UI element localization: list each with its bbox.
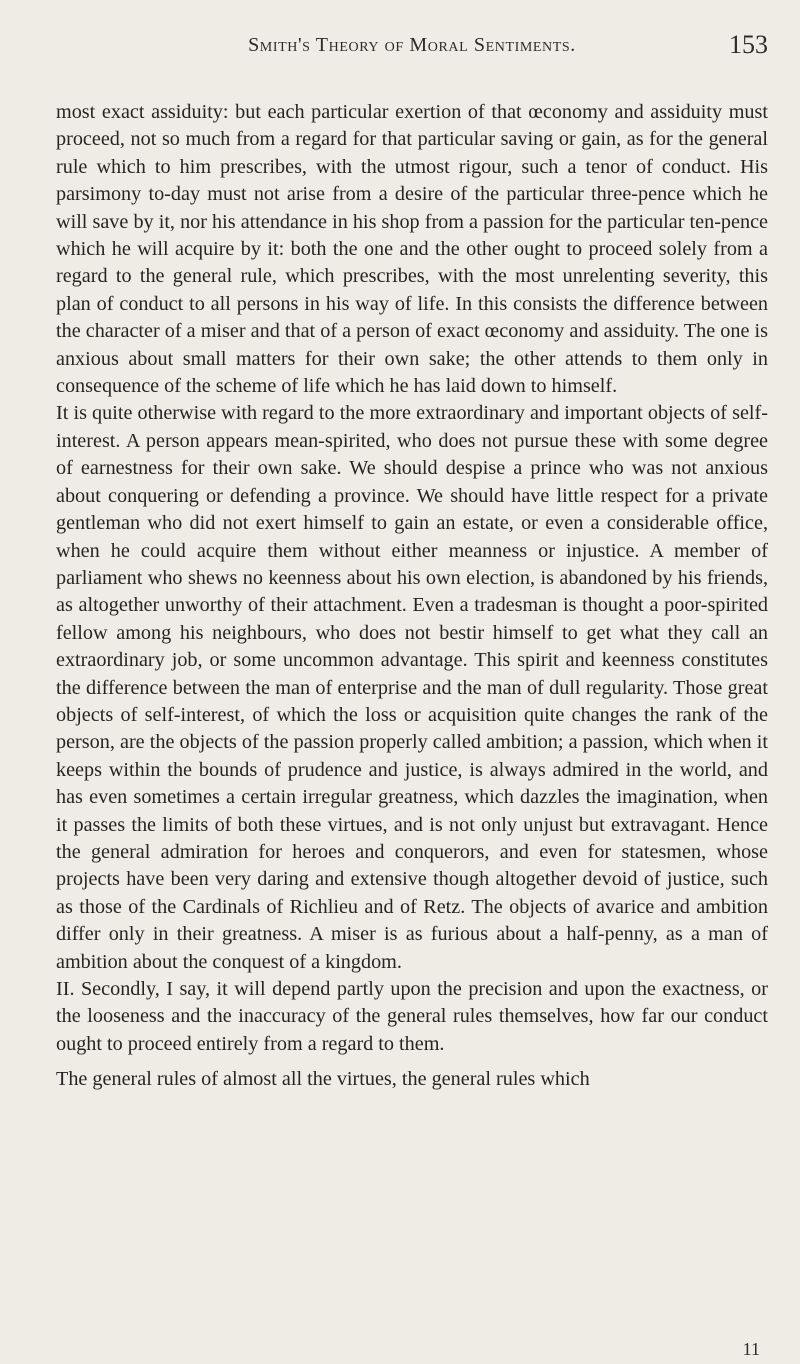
paragraph-secondly: II. Secondly, I say, it will depend partly upon the precision and upon the exactness, or the looseness and the inaccuracy of the general rules themselves, how far our conduct ought to proceed entirely from a regard to them.: [56, 978, 768, 1055]
paragraph-general-rules: The general rules of almost all the virtues, the general rules which: [56, 1068, 590, 1091]
page-number: 153: [729, 30, 768, 59]
body-text: [56, 99, 768, 1094]
paragraph-continued: most exact assiduity: but each particular exertion of that œconomy and assiduity must proceed, not so much from a regard for that particular saving or gain, as for the general rule which to him prescribes, with the utmost rigour, such a tenor of conduct. His parsimony to-day must not arise from a desire of the particular three-pence which he will save by it, nor his attendance in his shop from a passion for the particular ten-pence which he will acquire by it: both the one and the other ought to proceed solely from a regard to the general rule, which prescribes, with the most unrelenting severity, this plan of conduct to all persons in his way of life. In this consists the difference between the character of a miser and that of a person of exact œconomy and assiduity. The one is anxious about small matters for their own sake; the other attends to them only in consequence of the scheme of life which he has laid down to himself.: [56, 101, 768, 398]
running-title: Smith's Theory of Moral Sentiments.: [248, 34, 576, 56]
running-head: [56, 30, 768, 70]
paragraph-ambition: It is quite otherwise with regard to the more extraordinary and important objects of self-interest. A person appears mean-spirited, who does not pursue these with some degree of earnestness for their own sake. We should despise a prince who was not anxious about conquering or defending a province. We should have little respect for a private gentleman who did not exert himself to gain an estate, or even a considerable office, when he could acquire them without either meanness or injustice. A member of parliament who shews no keenness about his own election, is abandoned by his friends, as altogether unworthy of their attachment. Even a tradesman is thought a poor-spirited fellow among his neighbours, who does not bestir himself to get what they call an extraordinary job, or some uncommon advantage. This spirit and keenness constitutes the difference between the man of enterprise and the man of dull regularity. Those great objects of self-interest, of which the loss or acquisition quite changes the rank of the person, are the objects of the passion properly called ambition; a passion, which when it keeps within the bounds of prudence and justice, is always admired in the world, and has even sometimes a certain irregular greatness, which dazzles the imagination, when it passes the limits of both these virtues, and is not only unjust but extravagant. Hence the general admiration for heroes and conquerors, and even for statesmen, whose projects have been very daring and extensive though altogether devoid of justice, such as those of the Cardinals of Richlieu and of Retz. The objects of avarice and ambition differ only in their greatness. A miser is as furious about a half-penny, as a man of ambition about the conquest of a kingdom.: [56, 402, 768, 973]
signature-mark: 11: [742, 1339, 760, 1359]
